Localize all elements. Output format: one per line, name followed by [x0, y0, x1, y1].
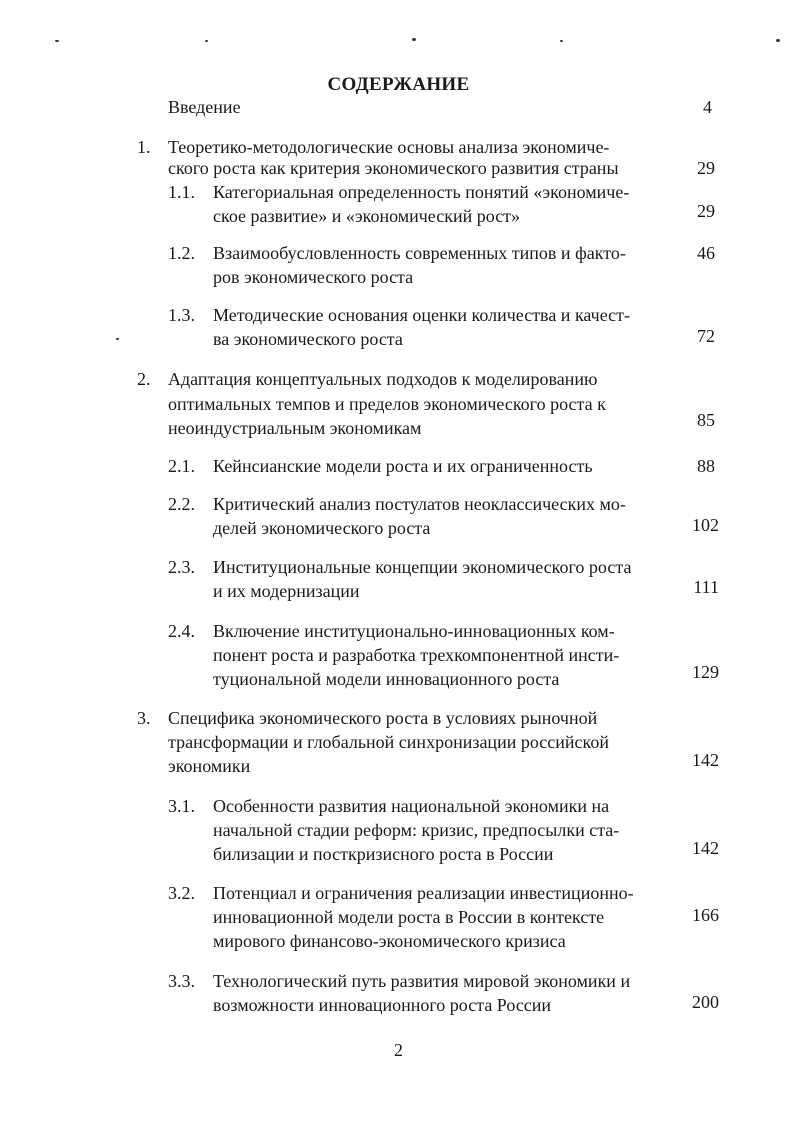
page-title: СОДЕРЖАНИЕ: [327, 74, 470, 95]
toc-section-page: 72: [697, 326, 715, 346]
toc-chapter-line: Адаптация концептуальных подходов к моделированию: [168, 369, 598, 389]
toc-section-line: ва экономического роста: [213, 329, 403, 349]
toc-section-line: инновационной модели роста в России в контексте: [213, 907, 605, 927]
toc-section-line: Особенности развития национальной экономики на: [213, 796, 610, 816]
toc-section-page: 142: [692, 838, 719, 858]
toc-section-line: Технологический путь развития мировой экономики и: [213, 971, 631, 991]
toc-section-page: 166: [692, 905, 719, 925]
toc-section-number: 3.3.: [168, 971, 195, 991]
toc-section-number: 1.3.: [168, 305, 195, 325]
toc-section-line: Потенциал и ограничения реализации инвестиционно-: [213, 883, 634, 903]
scan-speck: [560, 40, 563, 42]
toc-section-number: 1.2.: [168, 243, 195, 263]
scan-speck: [205, 40, 208, 42]
toc-section-line: Методические основания оценки количества и качест-: [213, 305, 631, 325]
toc-chapter-line: Специфика экономического роста в условиях рыночной: [168, 708, 598, 728]
scan-speck: [412, 38, 416, 41]
toc-chapter-line: неоиндустриальным экономикам: [168, 418, 422, 438]
scan-speck: [116, 338, 119, 340]
toc-chapter-number: 3.: [137, 708, 151, 728]
toc-section-line: ское развитие» и «экономический рост»: [213, 206, 521, 226]
toc-section-line: Кейнсианские модели роста и их ограниченность: [213, 456, 593, 476]
toc-section-page: 46: [697, 243, 715, 263]
toc-chapter-page: 142: [692, 750, 719, 770]
toc-intro-page: 4: [703, 97, 712, 117]
scan-speck: [776, 39, 780, 42]
toc-section-line: делей экономического роста: [213, 518, 431, 538]
toc-section-number: 2.1.: [168, 456, 195, 476]
toc-section-line: ров экономического роста: [213, 267, 414, 287]
page-number: 2: [394, 1040, 403, 1060]
toc-chapter-number: 1.: [137, 137, 151, 157]
toc-section-number: 2.4.: [168, 621, 195, 641]
toc-chapter-line: оптимальных темпов и пределов экономического роста к: [168, 394, 606, 414]
toc-chapter-line: Теоретико-методологические основы анализа экономиче-: [168, 137, 610, 157]
toc-chapter-page: 29: [697, 158, 715, 178]
toc-section-line: туциональной модели инновационного роста: [213, 669, 560, 689]
toc-section-number: 2.3.: [168, 557, 195, 577]
toc-section-line: начальной стадии реформ: кризис, предпосылки ста-: [213, 820, 620, 840]
toc-section-line: Взаимообусловленность современных типов и факто-: [213, 243, 626, 263]
toc-section-page: 88: [697, 456, 715, 476]
toc-section-line: и их модернизации: [213, 581, 360, 601]
toc-section-number: 3.1.: [168, 796, 195, 816]
toc-chapter-line: экономики: [168, 756, 251, 776]
toc-section-line: Включение институционально-инновационных ком-: [213, 621, 615, 641]
toc-chapter-line: трансформации и глобальной синхронизации российской: [168, 732, 609, 752]
toc-section-page: 129: [692, 662, 719, 682]
toc-section-number: 3.2.: [168, 883, 195, 903]
toc-section-page: 102: [692, 515, 719, 535]
toc-chapter-number: 2.: [137, 369, 151, 389]
toc-section-line: Институциональные концепции экономического роста: [213, 557, 632, 577]
toc-section-page: 200: [692, 992, 719, 1012]
toc-chapter-line: ского роста как критерия экономического развития страны: [168, 158, 619, 178]
toc-section-line: Критический анализ постулатов неоклассических мо-: [213, 494, 626, 514]
toc-section-page: 111: [693, 577, 719, 597]
toc-section-page: 29: [697, 201, 715, 221]
toc-section-line: возможности инновационного роста России: [213, 995, 552, 1015]
toc-section-line: мирового финансово-экономического кризиса: [213, 931, 566, 951]
toc-section-line: понент роста и разработка трехкомпонентной инсти-: [213, 645, 620, 665]
scan-speck: [55, 40, 59, 42]
toc-section-number: 1.1.: [168, 182, 195, 202]
toc-intro-label: Введение: [168, 97, 241, 117]
toc-section-line: билизации и посткризисного роста в России: [213, 844, 554, 864]
toc-chapter-page: 85: [697, 410, 715, 430]
toc-section-number: 2.2.: [168, 494, 195, 514]
toc-section-line: Категориальная определенность понятий «экономиче-: [213, 182, 630, 202]
